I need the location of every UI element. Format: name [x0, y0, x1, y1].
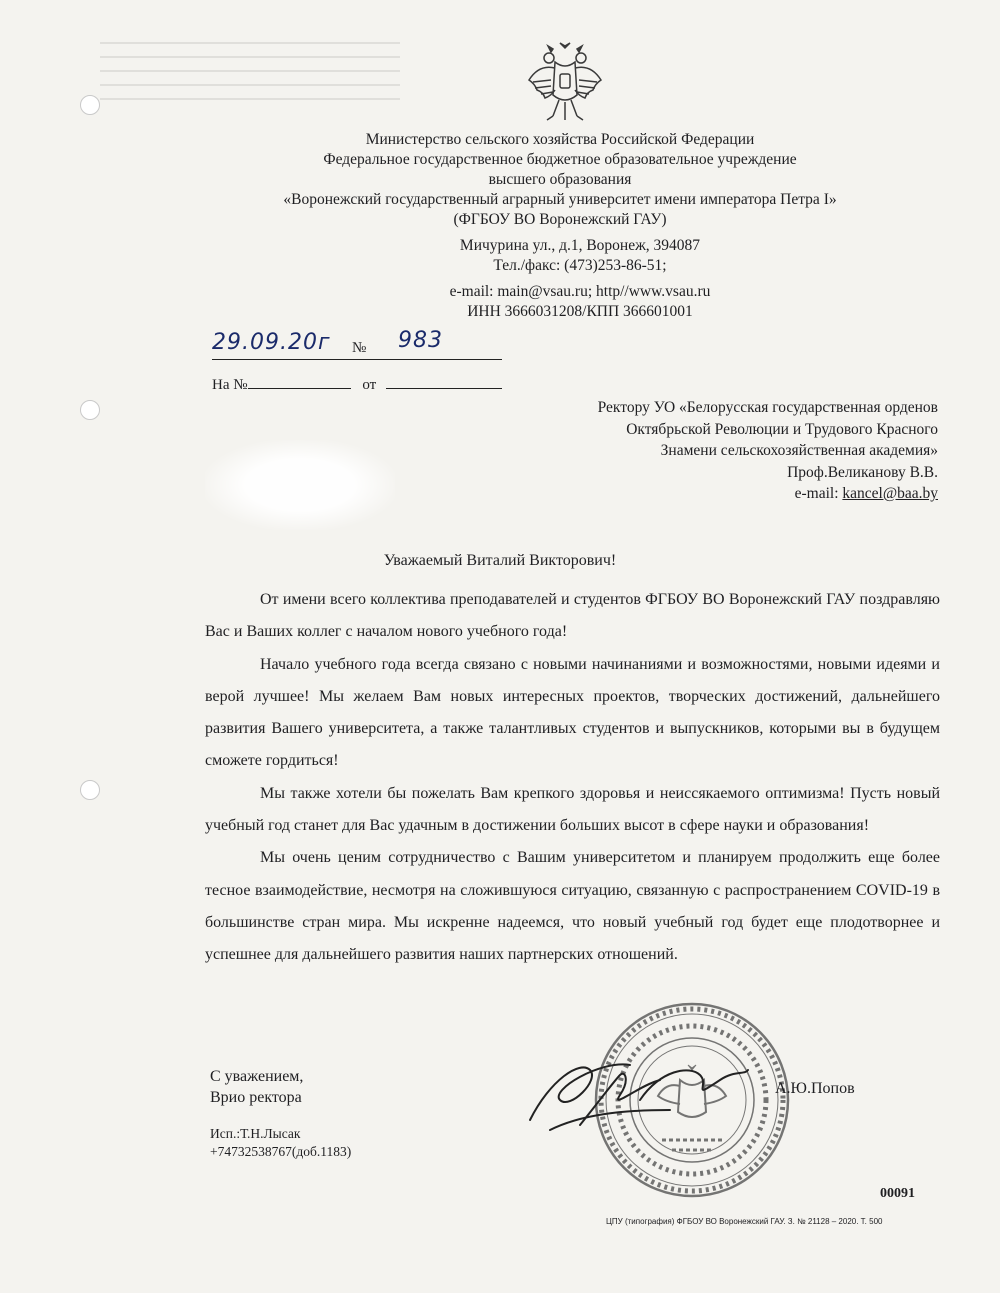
addressee-line: Проф.Великанову В.В. [787, 463, 938, 481]
closing-position: Врио ректора [210, 1089, 302, 1106]
handwritten-date: 29.09.20г [212, 330, 331, 355]
body-paragraph: Мы очень ценим сотрудничество с Вашим университетом и планируем продолжить еще более тесное взаимодействие, несмотря на сложившуюся ситуацию, связанную с распространением COVID-19 в большинстве стран мира. Мы искренне надеемся, что новый учебный год будет еще плодотворнее и успешнее для дальнейшего развития наших партнерских отношений. [205, 849, 940, 964]
header-line: высшего образования [488, 171, 632, 188]
email-prefix: e-mail: [794, 485, 843, 502]
punch-hole [80, 400, 100, 420]
number-sign: № [352, 340, 367, 356]
punch-hole [80, 95, 100, 115]
body-paragraph: Начало учебного года всегда связано с новыми начинаниями и возможностями, новыми идеями и верой лучшее! Мы желаем Вам новых интересных проектов, творческих достижений, дальнейшего развития Вашего университета, а также талантливых студентов и выпускников, которыми вы в будущем сможете гордиться! [205, 655, 940, 770]
printing-footer: ЦПУ (типография) ФГБОУ ВО Воронежский ГАУ. З. № 21128 – 2020. Т. 500 [606, 1217, 883, 1226]
incoming-reference [212, 376, 502, 394]
handwritten-number: 983 [398, 328, 443, 353]
salutation: Уважаемый Виталий Викторович! [383, 552, 617, 569]
body-paragraph: От имени всего коллектива преподавателей и студентов ФГБОУ ВО Воронежский ГАУ поздравляю Вас и Ваших коллег с началом нового учебного года! [205, 591, 940, 641]
executor-block [210, 1125, 351, 1161]
header-line: Министерство сельского хозяйства Российской Федерации [365, 131, 755, 148]
institution-header [230, 130, 890, 230]
letter-body [205, 584, 940, 972]
addressee-block [480, 397, 938, 505]
document-serial-number: 00091 [880, 1186, 915, 1201]
addressee-email: kancel@baa.by [842, 485, 938, 502]
addressee-email-row [480, 483, 938, 505]
signer-name: А.Ю.Попов [775, 1080, 855, 1097]
handwritten-signature [520, 1040, 750, 1140]
addressee-line: Знамени сельскохозяйственная академия» [660, 442, 938, 459]
executor-name: Исп.:Т.Н.Лысак [210, 1126, 301, 1141]
double-headed-eagle-icon [525, 40, 605, 125]
body-paragraph: Мы также хотели бы пожелать Вам крепкого здоровья и неиссякаемого оптимизма! Пусть новый учебный год станет для Вас удачным в достижении больших высот в сфере науки и образования! [205, 784, 940, 835]
inn-kpp: ИНН 3666031208/КПП 366601001 [467, 303, 693, 320]
closing-line: С уважением, [210, 1068, 304, 1085]
institution-contacts [420, 236, 740, 322]
punch-hole [80, 780, 100, 800]
incoming-prefix: На № [212, 377, 248, 393]
address: Мичурина ул., д.1, Воронеж, 394087 [459, 237, 701, 254]
header-line: «Воронежский государственный аграрный университет имени императора Петра I» [283, 191, 837, 208]
closing-block [210, 1066, 303, 1108]
executor-phone: +74732538767(доб.1183) [210, 1144, 352, 1159]
header-line: Федеральное государственное бюджетное образовательное учреждение [323, 151, 797, 168]
header-line: (ФГБОУ ВО Воронежский ГАУ) [453, 211, 667, 228]
addressee-line: Октябрьской Революции и Трудового Красного [626, 420, 938, 438]
email-web: e-mail: main@vsau.ru; http//www.vsau.ru [449, 283, 711, 300]
incoming-from: от [362, 377, 377, 393]
addressee-line: Ректору УО «Белорусская государственная орденов [597, 399, 938, 416]
redaction-smudge [205, 440, 395, 530]
phone: Тел./факс: (473)253-86-51; [493, 257, 667, 274]
